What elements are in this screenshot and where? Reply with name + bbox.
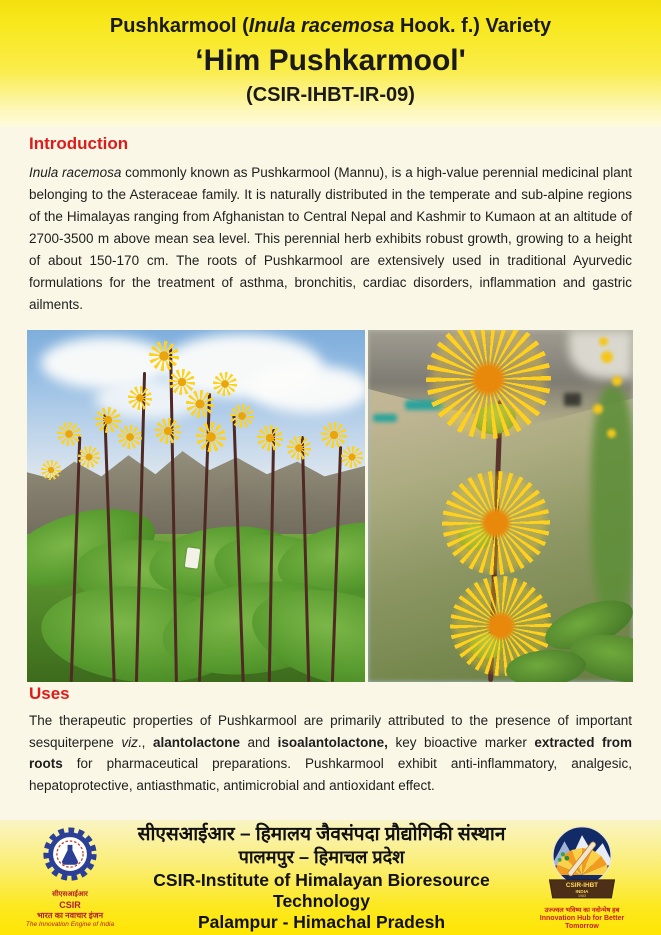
- ihbt-ribbon-name: CSIR-IHBT: [565, 881, 599, 889]
- dark-structure: [564, 393, 581, 406]
- variety-name: ‘Him Pushkarmool': [195, 44, 466, 77]
- blurred-plant: [591, 386, 633, 616]
- photo-row: [27, 330, 633, 682]
- header-banner: [0, 0, 661, 127]
- ihbt-hindi-tagline: उज्ज्वल भविष्य का नवोन्मेष हब: [544, 906, 620, 914]
- csir-logo: [20, 826, 120, 929]
- cloud: [250, 365, 365, 413]
- flower: [442, 471, 550, 575]
- page-title: Pushkarmool (Inula racemosa Hook. f.) Variety: [109, 15, 552, 37]
- flower: [196, 422, 226, 452]
- flower: [78, 446, 100, 468]
- ihbt-english-tagline: Innovation Hub for Better Tomorrow: [539, 914, 625, 930]
- csir-gear-icon: [39, 826, 101, 886]
- csir-acronym: CSIR: [59, 899, 81, 910]
- institute-place-english: Palampur - Himachal Pradesh: [197, 911, 446, 932]
- flower: [95, 407, 121, 433]
- uses-heading: Uses: [29, 684, 70, 703]
- flower: [599, 337, 608, 346]
- csir-english-tagline: The Innovation Engine of India: [25, 920, 115, 928]
- institute-name-block: [128, 823, 515, 933]
- flower: [149, 341, 179, 371]
- flower: [321, 422, 347, 448]
- flower: [169, 369, 195, 395]
- variety-code: (CSIR-IHBT-IR-09): [246, 84, 415, 106]
- flower: [607, 429, 616, 438]
- flower: [57, 422, 81, 446]
- csir-hindi-label: सीएसआईआर: [52, 890, 88, 898]
- csir-logo-text: [20, 891, 120, 929]
- flower: [230, 404, 254, 428]
- ihbt-emblem-icon: [534, 824, 630, 902]
- field-photo: [27, 330, 365, 682]
- flower: [41, 460, 61, 480]
- footer-banner: [0, 820, 661, 935]
- csir-hindi-tagline: भारत का नवाचार इंजन: [36, 910, 104, 920]
- introduction-paragraph: Inula racemosa commonly known as Pushkarmool (Mannu), is a high-value perennial medicinal plant belonging to the Asteraceae family. It is naturally distributed in the temperate and sub-alpine regions of the Himalayas ranging from Afghanistan to Central Nepal and Kashmir to Kumaon at an altitude of 2700-3500 m above mean sea level. This perennial herb exhibits robust growth, growing to a height of about 150-170 cm. The roots of Pushkarmool are extensively used in traditional Ayurvedic formulations for the treatment of asthma, bronchitis, cardiac disorders, inflammation and gastric ailments.: [29, 165, 632, 312]
- flower: [287, 436, 311, 460]
- ihbt-ribbon-country: INDIA: [575, 889, 589, 895]
- institute-place-hindi: पालमपुर – हिमाचल प्रदेश: [238, 846, 405, 867]
- greenhouse-patch: [373, 414, 397, 422]
- plant-label-tag: [185, 547, 201, 569]
- flower: [257, 425, 283, 451]
- introduction-heading: Introduction: [29, 134, 129, 153]
- flower: [612, 376, 622, 386]
- uses-paragraph: The therapeutic properties of Pushkarmool are primarily attributed to the presence of important sesquiterpene viz., alantolactone and isoalantolactone, key bioactive marker extracted from roots for pharmaceutical preparations. Pushkarmool exhibit anti-inflammatory, analgesic, hepatoprotective, antiasthmatic, antimicrobial and antioxidant effect.: [29, 713, 632, 793]
- flower-closeup-photo: [368, 330, 633, 682]
- ihbt-ribbon-year: 1983: [578, 893, 586, 898]
- institute-name-english: CSIR-Institute of Himalayan Bioresource Technology: [153, 869, 490, 911]
- flower: [213, 372, 237, 396]
- ihbt-logo: [523, 824, 641, 932]
- flower: [186, 390, 214, 418]
- institute-name-hindi: सीएसआईआर – हिमालय जैवसंपदा प्रौद्योगिकी संस्थान: [137, 823, 506, 845]
